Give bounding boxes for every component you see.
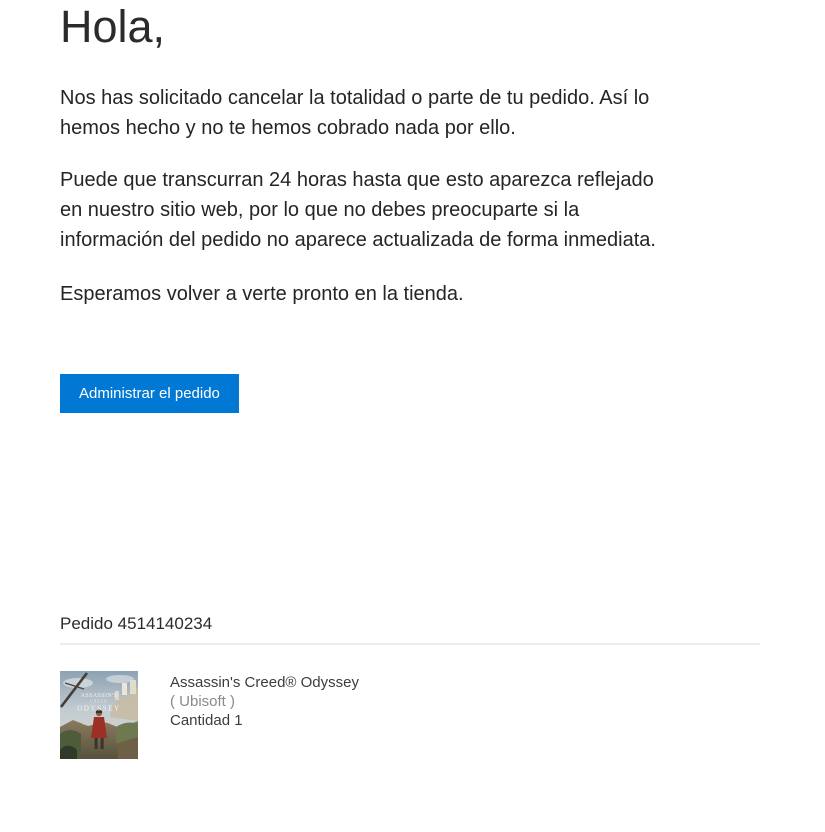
cover-warrior-leg xyxy=(101,738,104,749)
email-body xyxy=(0,1,825,759)
product-info xyxy=(170,671,359,730)
product-quantity: Cantidad 1 xyxy=(170,712,243,729)
order-section xyxy=(60,614,760,759)
order-item-row xyxy=(60,671,760,759)
cover-cloud xyxy=(106,675,134,683)
paragraph-cancellation: Nos has solicitado cancelar la totalidad o parte de tu pedido. Así lo hemos hecho y no te hemos cobrado nada por ello. xyxy=(60,87,650,139)
cover-title-line2: CREED xyxy=(90,699,108,704)
order-number: Pedido 4514140234 xyxy=(60,614,213,633)
cover-warrior-leg xyxy=(95,738,98,749)
product-image xyxy=(60,671,138,759)
greeting-heading: Hola, xyxy=(60,1,166,52)
paragraph-delay-notice: Puede que transcurran 24 horas hasta que esto aparezca reflejado en nuestro sitio web, por lo que no debes preocuparte si la información del pedido no aparece actualizada de forma inmediata. xyxy=(60,169,656,251)
product-publisher: ( Ubisoft ) xyxy=(170,693,236,710)
product-title: Assassin's Creed® Odyssey xyxy=(170,674,359,691)
cover-title-line3: ODYSSEY xyxy=(77,704,121,713)
cover-temple xyxy=(130,680,136,694)
manage-order-button[interactable]: Administrar el pedido xyxy=(60,374,239,413)
divider xyxy=(60,643,760,645)
paragraph-farewell: Esperamos volver a verte pronto en la tienda. xyxy=(60,283,464,305)
cover-temple xyxy=(122,683,127,695)
cover-title-line1: ASSASSIN'S xyxy=(80,693,118,699)
